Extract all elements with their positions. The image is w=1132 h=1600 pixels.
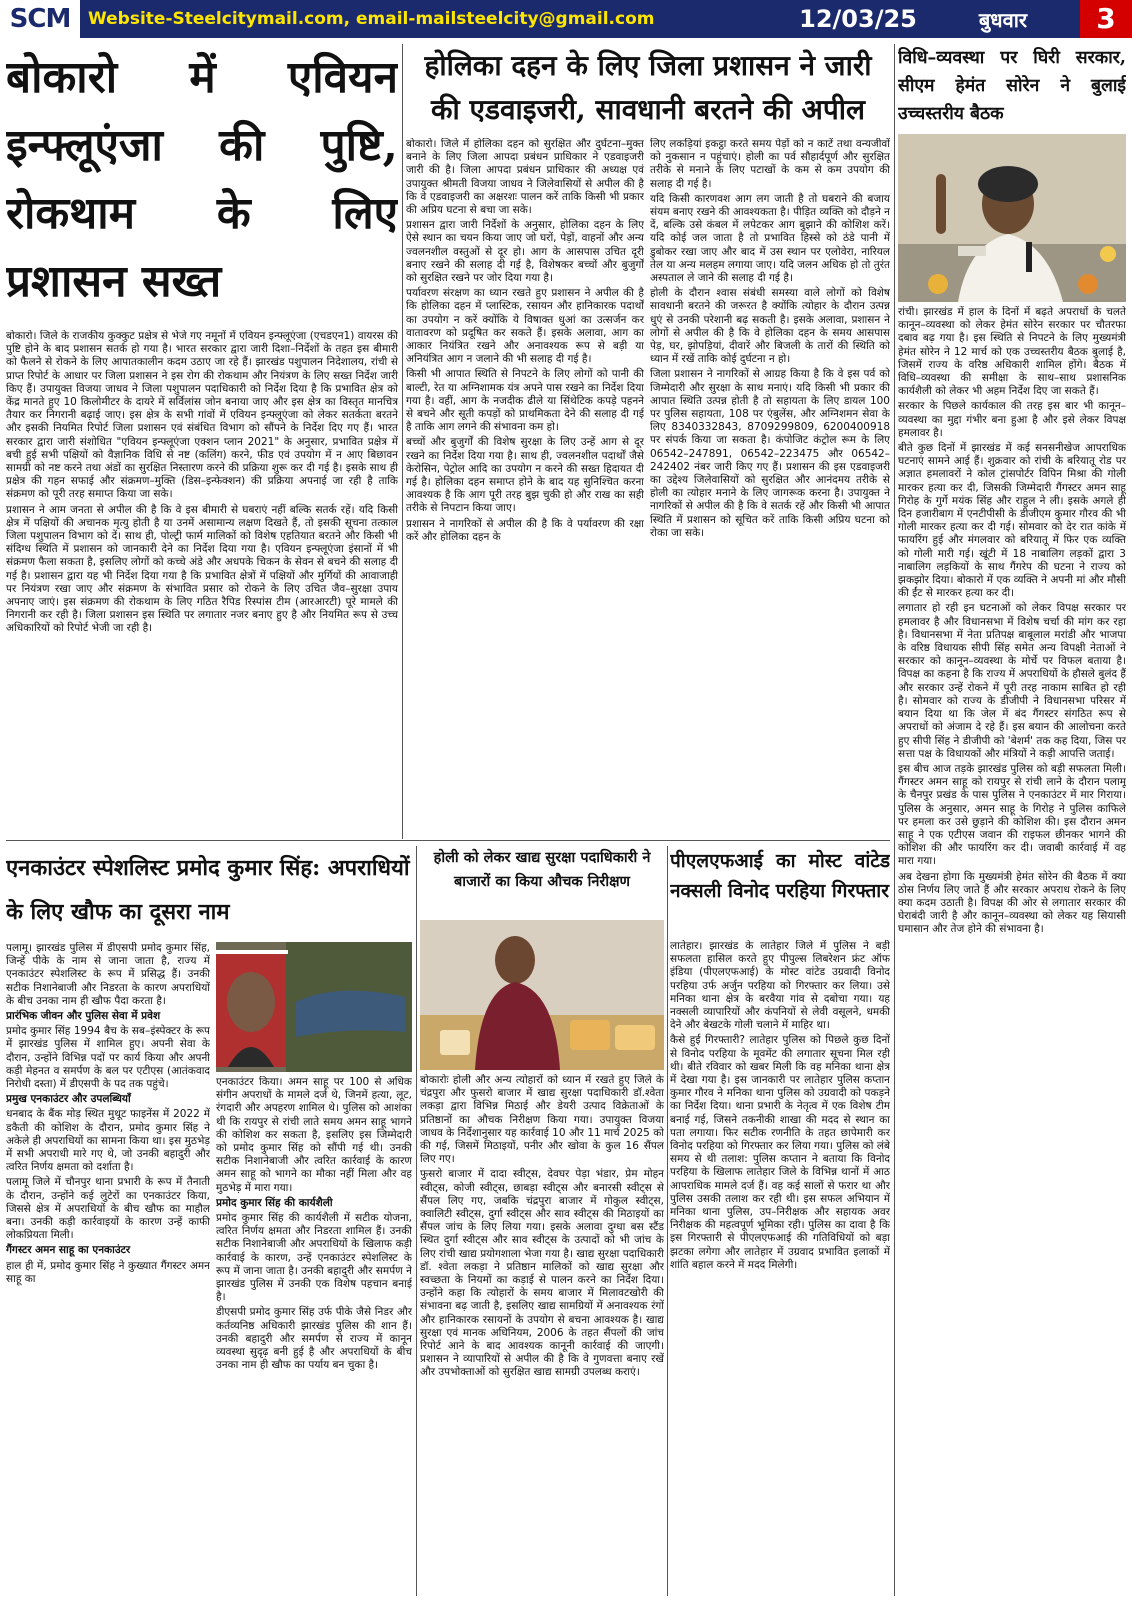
column-rule bbox=[667, 846, 668, 1596]
holika-headline: होलिका दहन के लिए जिला प्रशासन ने जारी की एडवाइजरी, सावधानी बरतने की अपील bbox=[424, 49, 872, 126]
issue-date: 12/03/25 bbox=[799, 5, 917, 33]
holika-paragraph: होली के दौरान श्वास संबंधी समस्या वाले लोगों को विशेष सावधानी बरतने की जरूरत है क्योंकि त्योहार के दौरान उत्पन्न धुएं से उनकी परेशानी बढ़ सकती है। इसके अलावा, प्रशासन ने लोगों से अपील की है कि वे होलिका दहन के समय आसपास पेड़, घर, झोपड़ियां, दीवारें और बिजली के तारों की स्थिति को ध्यान में रखें ताकि कोई दुर्घटना न हो। bbox=[650, 287, 890, 366]
column-rule bbox=[894, 44, 895, 1596]
food-paragraph: फुसरो बाजार में दादा स्वीट्स, देवघर पेड़ा भंडार, प्रेम मोहन स्वीट्स, कोजी स्वीट्स, छाबड़ा स्वीट्स और बनारसी स्वीट्स से सैंपल लिए गए, जबकि चंद्रपुरा बाजार में गोकुल स्वीट्स, क्वालिटी स्वीट्स, दुर्गा स्वीट्स और साव स्वीट्स की मिठाइयों का सैंपल जांच के लिए लिया गया। इसके अलावा दुग्धा बस स्टैंड स्थित दुर्गा स्वीट्स और साव स्वीट्स के उत्पादों को भी जांच के लिए रांची खाद्य प्रयोगशाला भेजा गया है। खाद्य सुरक्षा पदाधिकारी डॉ. श्वेता लकड़ा ने प्रतिष्ठान मालिकों को खाद्य सुरक्षा और स्वच्छता के नियमों का कड़ाई से पालन करने का निर्देश दिया। उन्होंने कहा कि त्योहारों के समय बाजार में मिलावटखोरी की संभावना बढ़ जाती है, इसलिए खाद्य सामग्रियों में अनावश्यक रंगों और हानिकारक रसायनों के उपयोग से बचना आवश्यक है। खाद्य सुरक्षा एवं मानक अधिनियम, 2006 के तहत सैंपलों की जांच रिपोर्ट आने के बाद आवश्यक कानूनी कार्रवाई की जाएगी। प्रशासन ने व्यापारियों से अपील की है कि वे गुणवत्ता बनाए रखें और उपभोक्ताओं को सुरक्षित खाद्य सामग्री उपलब्ध कराएं। bbox=[420, 1168, 664, 1379]
cm-headline: विधि–व्यवस्था पर घिरी सरकार, सीएम हेमंत सोरेन ने बुलाई उच्चस्तरीय बैठक bbox=[898, 48, 1126, 124]
encounter-paragraph: प्रमोद कुमार सिंह की कार्यशैली में सटीक योजना, त्वरित निर्णय क्षमता और निडरता शामिल हैं। उनकी सटीक निशानेबाजी और अपराधियों के खिलाफ कड़ी कार्रवाई के कारण, उन्हें एनकाउंटर स्पेशलिस्ट के रूप में जाना जाता है। उनकी बहादुरी और समर्पण ने झारखंड पुलिस में उनकी एक विशेष पहचान बनाई है। bbox=[216, 1212, 412, 1304]
cm-body bbox=[898, 306, 1126, 1598]
holika-paragraph: बोकारो। जिले में होलिका दहन को सुरक्षित और दुर्घटना–मुक्त बनाने के लिए जिला आपदा प्रबंधन प्राधिकार ने एडवाइजरी जारी की है। जिला आपदा प्रबंधन प्राधिकार की अध्यक्ष एवं उपायुक्त श्रीमती विजया जाधव ने जिलेवासियों से अपील की है कि वे एडवाइजरी का अक्षरशः पालन करें ताकि किसी भी प्रकार की अप्रिय घटना से बचा जा सके। bbox=[406, 138, 644, 217]
naxal-paragraph: लातेहार। झारखंड के लातेहार जिले में पुलिस ने बड़ी सफलता हासिल करते हुए पीपुल्स लिबरेशन फ्रंट ऑफ इंडिया (पीएलएफआई) के मोस्ट वांटेड उग्रवादी विनोद परहिया उर्फ अर्जुन परहिया को गिरफ्तार कर लिया। उसे मनिका थाना क्षेत्र के बरवैया गांव से दबोचा गया। यह नक्सली व्यापारियों और कंपनियों से लेवी वसूलने, धमकी देने और बेखटके गोली चलाने में माहिर था। bbox=[670, 940, 890, 1032]
food-paragraph: बोकारोः होली और अन्य त्योहारों को ध्यान में रखते हुए जिले के चंद्रपुरा और फुसरो बाजार में खाद्य सुरक्षा पदाधिकारी डॉ.श्वेता लकड़ा द्वारा विभिन्न मिठाई और डेयरी उत्पाद विक्रेताओं के प्रतिष्ठानों का औचक निरीक्षण किया गया। उपायुक्त विजया जाधव के निर्देशानुसार यह कार्रवाई 10 और 11 मार्च 2025 को की गई, जिसमें मिठाइयों, पनीर और खोवा के कुल 16 सैंपल लिए गए। bbox=[420, 1074, 664, 1166]
encounter-photo-figure bbox=[216, 942, 412, 1072]
encounter-paragraph: धनबाद के बैंक मोड़ स्थित मुथूट फाइनेंस में 2022 में डकैती की कोशिश के दौरान, प्रमोद कुमार सिंह ने अकेले ही अपराधियों का सामना किया था। इस मुठभेड़ में सभी अपराधी मारे गए थे, जो उनकी बहादुरी और त्वरित निर्णय क्षमता को दर्शाता है। bbox=[6, 1108, 210, 1174]
encounter-body-col1 bbox=[6, 942, 210, 1596]
encounter-subhead: गैंगस्टर अमन साहू का एनकाउंटर bbox=[6, 1244, 131, 1257]
avian-paragraph: बोकारो। जिले के राजकीय कुक्कुट प्रक्षेत्र से भेजे गए नमूनों में एवियन इन्फ्लूएंजा (एचडएन1) वायरस की पुष्टि होने के बाद प्रशासन सतर्क हो गया है। भारत सरकार द्वारा जारी दिशा–निर्देशों के तहत इस बीमारी को फैलने से रोकने के लिए आपातकालीन कदम उठाए जा रहे हैं। झारखंड पशुपालन निदेशालय, रांची से प्राप्त रिपोर्ट के आधार पर जिला प्रशासन ने इस रोग की रोकथाम और नियंत्रण के लिए सख्त निर्देश जारी किए हैं। उपायुक्त विजया जाधव ने जिला पशुपालन पदाधिकारी को निर्देश दिया है कि प्रभावित क्षेत्र को केंद्र मानते हुए 10 किलोमीटर के दायरे में सर्विलांस जोन बनाया जाए और इस क्षेत्र का विस्तृत मानचित्र तैयार कर निगरानी बढ़ाई जाए। इस क्षेत्र के सभी गांवों में एवियन इन्फ्लूएंजा को लेकर सतर्कता बरतने और इसकी नियमित रिपोर्ट जिला प्रशासन एवं संबंधित विभाग को सौंपने के निर्देश दिए गए हैं। भारत सरकार द्वारा जारी संशोधित "एवियन इन्फ्लूएंजा एक्शन प्लान 2021" के अनुसार, प्रभावित प्रक्षेत्र में बची हुई सभी पक्षियों को वैज्ञानिक विधि से नष्ट (कलिंग) करने, फीड एवं उपयोग में न आए बिछावन सामग्री को नष्ट करने तथा अंडों का सुरक्षित निस्तारण करने की प्रक्रिया शुरू कर दी गई है। इसके साथ ही प्रक्षेत्र की गहन सफाई और संक्रमण–मुक्ति (डिस–इन्फेक्शन) की प्रक्रिया अपनाई जा रही है ताकि संक्रमण को पूरी तरह समाप्त किया जा सके। bbox=[6, 330, 398, 501]
holika-paragraph: किसी भी आपात स्थिति से निपटने के लिए लोगों को पानी की बाल्टी, रेत या अग्निशामक यंत्र अपने पास रखने का निर्देश दिया गया है। वहीं, आग के नजदीक ढीले या सिंथेटिक कपड़े पहनने से बचने और सूती कपड़ों को प्राथमिकता देने की सलाह दी गई है ताकि आग लगने की संभावना कम हो। bbox=[406, 368, 644, 434]
encounter-paragraph: एनकाउंटर किया। अमन साहू पर 100 से अधिक संगीन अपराधों के मामले दर्ज थे, जिनमें हत्या, लूट, रंगदारी और अपहरण शामिल थे। पुलिस को आशंका थी कि रायपुर से रांची लाते समय अमन साहू भागने की कोशिश कर सकता है, इसलिए इस जिम्मेदारी को प्रमोद कुमार सिंह को सौंपी गई थी। उनकी सटीक निशानेबाजी और त्वरित कार्रवाई के कारण अमन साहू को भागने का मौका नहीं मिला और वह मुठभेड़ में मारा गया। bbox=[216, 1076, 412, 1194]
holika-paragraph: पर्यावरण संरक्षण का ध्यान रखते हुए प्रशासन ने अपील की है कि होलिका दहन में प्लास्टिक, रसायन और हानिकारक पदार्थों का उपयोग न करें क्योंकि ये विषाक्त धुआं का उत्सर्जन कर वातावरण को प्रदूषित कर सकते हैं। इसके अलावा, आग का आकार नियंत्रित रखने और अनावश्यक रूप से बड़ी या अनियंत्रित आग न जलाने की भी सलाह दी गई है। bbox=[406, 287, 644, 366]
cm-paragraph: लगातार हो रही इन घटनाओं को लेकर विपक्ष सरकार पर हमलावर है और विधानसभा में विशेष चर्चा की मांग कर रहा है। विधानसभा में नेता प्रतिपक्ष बाबूलाल मरांडी और भाजपा के वरिष्ठ विधायक सीपी सिंह समेत अन्य विपक्षी नेताओं ने सरकार को कानून–व्यवस्था के मोर्चे पर विफल बताया है। विपक्ष का कहना है कि राज्य में अपराधियों के हौसले बुलंद हैं और सरकार उन्हें रोकने में पूरी तरह नाकाम साबित हो रही है। सोमवार को राज्य के डीजीपी ने विधानसभा परिसर में बयान दिया था कि जेल में बंद गैंगस्टर संगठित रूप से अपराधों को अंजाम दे रहे हैं। इस बयान की आलोचना करते हुए सीपी सिंह ने डीजीपी को 'बेशर्म' तक कह दिया, जिस पर सत्ता पक्ष के विधायकों और मंत्रियों ने कड़ी आपत्ति जताई। bbox=[898, 602, 1126, 760]
holika-body-col1 bbox=[406, 138, 644, 838]
cm-paragraph: सरकार के पिछले कार्यकाल की तरह इस बार भी कानून–व्यवस्था का मुद्दा गंभीर बना हुआ है और इसे लेकर विपक्ष हमलावर है। bbox=[898, 400, 1126, 439]
naxal-body bbox=[670, 940, 890, 1596]
food-headline: होली को लेकर खाद्य सुरक्षा पदाधिकारी ने बाजारों का किया औचक निरीक्षण bbox=[433, 849, 651, 890]
food-body bbox=[420, 1074, 664, 1596]
holika-headline-box bbox=[406, 44, 890, 136]
food-photo-figure bbox=[420, 920, 664, 1070]
naxal-headline-box bbox=[670, 846, 890, 938]
avian-headline-box bbox=[6, 44, 398, 326]
food-headline-box bbox=[420, 846, 664, 918]
holika-paragraph: जिला प्रशासन ने नागरिकों से आग्रह किया है कि वे इस पर्व को जिम्मेदारी और सुरक्षा के साथ मनाएं। यदि किसी भी प्रकार की आपात स्थिति उत्पन्न होती है तो सहायता के लिए डायल 100 पर पुलिस सहायता, 108 पर एंबुलेंस, और अग्निशमन सेवा के लिए 8340332843, 8709299809, 6200400918 पर संपर्क किया जा सकता है। कंपोजिट कंट्रोल रूम के लिए 06542–247891, 06542–223475 और 06542–242402 नंबर जारी किए गए हैं। प्रशासन की इस एडवाइजरी का उद्देश्य जिलेवासियों को सुरक्षित और आनंदमय तरीके से होली का त्योहार मनाने के लिए जागरूक करना है। उपायुक्त ने नागरिकों से अपील की है कि वे सतर्क रहें और किसी भी आपात स्थिति में प्रशासन को सूचित करें ताकि किसी अप्रिय घटना को रोका जा सके। bbox=[650, 368, 890, 539]
encounter-paragraph: डीएसपी प्रमोद कुमार सिंह उर्फ पीके जैसे निडर और कर्तव्यनिष्ठ अधिकारी झारखंड पुलिस की शान हैं। उनकी बहादुरी और समर्पण से राज्य में कानून व्यवस्था सुदृढ़ बनी हुई है और अपराधियों के बीच उनका नाम ही खौफ का पर्याय बन चुका है। bbox=[216, 1306, 412, 1372]
avian-paragraph: प्रशासन ने आम जनता से अपील की है कि वे इस बीमारी से घबराएं नहीं बल्कि सतर्क रहें। यदि किसी क्षेत्र में पक्षियों की अचानक मृत्यु होती है या उनमें असामान्य लक्षण दिखते हैं, तो इसकी सूचना तत्काल जिला पशुपालन विभाग को दें। साथ ही, पोल्ट्री फार्म मालिकों को विशेष एहतियात बरतने और किसी भी संदिग्ध स्थिति में प्रशासन को जानकारी देने का निर्देश दिया गया है। एवियन इन्फ्लूएंजा इंसानों में भी संक्रमण फैला सकता है, इसलिए लोगों को कच्चे अंडे और अधपके चिकन के सेवन से बचने की सलाह दी गई है। प्रशासन द्वारा यह भी निर्देश दिया गया है कि प्रभावित क्षेत्रों में पक्षियों और मुर्गियों की आवाजाही पर नियंत्रण रखा जाए और संक्रमण के संभावित प्रसार को रोकने के लिए उचित जैव–सुरक्षा उपाय अपनाए जाएं। इस संक्रमण की रोकथाम के लिए गठित रैपिड रिस्पांस टीम (आरआरटी) पूरे मामले की निगरानी कर रही है। जिला प्रशासन इस स्थिति पर लगातार नजर बनाए हुए है और नियमित रूप से उच्च अधिकारियों को रिपोर्ट भेजी जा रही है। bbox=[6, 503, 398, 635]
encounter-photo bbox=[216, 942, 412, 1072]
encounter-paragraph: पलामू। झारखंड पुलिस में डीएसपी प्रमोद कुमार सिंह, जिन्हें पीके के नाम से जाना जाता है, राज्य में एनकाउंटर स्पेशलिस्ट के रूप में प्रसिद्ध हैं। उनकी सटीक निशानेबाजी और निडरता के कारण अपराधियों के बीच उनका नाम ही खौफ पैदा करता है। bbox=[6, 942, 210, 1007]
cm-paragraph: इस बीच आज तड़के झारखंड पुलिस को बड़ी सफलता मिली। गैंगस्टर अमन साहू को रायपुर से रांची लाने के दौरान पलामू के चैनपुर प्रखंड के पास पुलिस ने एनकाउंटर में मार गिराया। पुलिस के अनुसार, अमन साहू के गिरोह ने पुलिस काफिले पर हमला कर उसे छुड़ाने की कोशिश की। इस दौरान अमन साहू ने एक एटीएस जवान की राइफल छीनकर भागने की कोशिश की और फायरिंग कर दी। जवाबी कार्रवाई में वह मारा गया। bbox=[898, 762, 1126, 868]
publication-logo: SCM bbox=[0, 0, 80, 38]
holika-paragraph: प्रशासन ने नागरिकों से अपील की है कि वे पर्यावरण की रक्षा करें और होलिका दहन के bbox=[406, 517, 644, 543]
encounter-body-col2 bbox=[216, 1076, 412, 1596]
page-number: 3 bbox=[1080, 0, 1132, 38]
encounter-paragraph: पलामू जिले में चौनपुर थाना प्रभारी के रूप में तैनाती के दौरान, उन्होंने कई लुटेरों का एनकाउंटर किया, जिससे क्षेत्र में अपराधियों के बीच खौफ का माहौल बना। उनकी कड़ी कार्रवाइयों के कारण उन्हें काफी लोकप्रियता मिली। bbox=[6, 1176, 210, 1242]
avian-body bbox=[6, 330, 398, 835]
avian-headline: बोकारो में एवियन इन्फ्लूएंजा की पुष्टि, रोकथाम के लिए प्रशासन सख्त bbox=[6, 52, 398, 307]
holika-paragraph: प्रशासन द्वारा जारी निर्देशों के अनुसार, होलिका दहन के लिए ऐसे स्थान का चयन किया जाए जो घरों, पेड़ों, वाहनों और अन्य ज्वलनशील वस्तुओं से दूर हो। आग के आसपास उचित दूरी बनाए रखने की सलाह दी गई है, विशेषकर बच्चों और बुजुर्गों को सुरक्षित रखने पर जोर दिया गया है। bbox=[406, 219, 644, 285]
cm-photo-figure bbox=[898, 134, 1126, 302]
cm-paragraph: बीते कुछ दिनों में झारखंड में कई सनसनीखेज आपराधिक घटनाएं सामने आई हैं। शुक्रवार को रांची के बरियातू रोड पर अज्ञात हमलावरों ने कोल ट्रांसपोर्टर विपिन मिश्रा की गोली मारकर हत्या कर दी, जिसकी जिम्मेदारी गैंगस्टर अमन साहू गिरोह के गुर्गे मयंक सिंह और राहुल ने ली। इसके अगले ही दिन हजारीबाग में एनटीपीसी के डीजीएम कुमार गौरव की भी गोली मारकर हत्या कर दी गई। सोमवार को देर रात कांके में फायरिंग हुई और मंगलवार को बरियातू में फिर एक व्यक्ति को गोली मारी गई। खूंटी में 18 नाबालिग लड़कों द्वारा 3 नाबालिग लड़कियों के साथ गैंगरेप की घटना ने राज्य को झकझोर दिया। बोकारो में एक व्यक्ति ने अपनी मां और मौसी की ईंट से मारकर हत्या कर दी। bbox=[898, 442, 1126, 600]
cm-paragraph: रांची। झारखंड में हाल के दिनों में बढ़ते अपराधों के चलते कानून–व्यवस्था को लेकर हेमंत सोरेन सरकार पर चौतरफा दबाव बढ़ गया है। इस स्थिति से निपटने के लिए मुख्यमंत्री हेमंत सोरेन ने 12 मार्च को एक उच्चस्तरीय बैठक बुलाई है, जिसमें राज्य के वरिष्ठ अधिकारी शामिल होंगे। बैठक में विधि–व्यवस्था की समीक्षा के साथ–साथ प्रशासनिक कार्यशैली को लेकर भी अहम निर्देश दिए जा सकते हैं। bbox=[898, 306, 1126, 398]
cm-headline-box bbox=[898, 44, 1126, 132]
masthead bbox=[0, 0, 1132, 38]
encounter-paragraph: प्रमोद कुमार सिंह 1994 बैच के सब–इंस्पेक्टर के रूप में झारखंड पुलिस में शामिल हुए। अपनी सेवा के दौरान, उन्होंने विभिन्न पदों पर कार्य किया और अपनी कड़ी मेहनत व समर्पण के बल पर एटीएस (आतंकवाद निरोधी दस्ता) में डीएसपी के पद तक पहुंचे। bbox=[6, 1025, 210, 1091]
naxal-paragraph: कैसे हुई गिरफ्तारी? लातेहार पुलिस को पिछले कुछ दिनों से विनोद परहिया के मूवमेंट की लगातार सूचना मिल रही थी। बीते रविवार को खबर मिली कि वह मनिका थाना क्षेत्र में देखा गया है। इस जानकारी पर लातेहार पुलिस कप्तान कुमार गौरव ने मनिका थाना पुलिस को उग्रवादी को पकड़ने का निर्देश दिया। थाना प्रभारी के नेतृत्व में एक विशेष टीम बनाई गई, जिसने तकनीकी शाखा की मदद से स्थान का पता लगाया। फिर सटीक रणनीति के तहत छापेमारी कर विनोद परहिया को गिरफ्तार कर लिया गया। पुलिस को लंबे समय से थी तलाश: पुलिस कप्तान ने बताया कि विनोद परहिया के खिलाफ लातेहार जिले के विभिन्न थानों में आठ आपराधिक मामले दर्ज हैं। वह कई सालों से फरार था और पुलिस उसकी तलाश कर रही थी। इस सफल अभियान में मनिका थाना पुलिस, उप–निरीक्षक और सहायक अवर निरीक्षक की महत्वपूर्ण भूमिका रही। पुलिस का दावा है कि इस गिरफ्तारी से पीएलएफआई की गतिविधियों को बड़ा झटका लगेगा और लातेहार में उग्रवाद प्रभावित इलाकों में शांति बहाल करने में मदद मिलेगी। bbox=[670, 1034, 890, 1271]
cm-photo bbox=[898, 134, 1126, 302]
holika-paragraph: बच्चों और बुजुर्गों की विशेष सुरक्षा के लिए उन्हें आग से दूर रखने का निर्देश दिया गया है। साथ ही, ज्वलनशील पदार्थों जैसे केरोसिन, पेट्रोल आदि का उपयोग न करने की सख्त हिदायत दी गई है। होलिका दहन समाप्त होने के बाद यह सुनिश्चित करना आवश्यक है कि आग पूरी तरह बुझ चुकी हो और राख का सही तरीके से निपटान किया जाए। bbox=[406, 436, 644, 515]
encounter-headline: एनकाउंटर स्पेशलिस्ट प्रमोद कुमार सिंह: अपराधियों के लिए खौफ का दूसरा नाम bbox=[6, 855, 410, 925]
issue-day: बुधवार bbox=[978, 7, 1028, 32]
encounter-subhead: प्रमोद कुमार सिंह की कार्यशैली bbox=[216, 1196, 333, 1209]
holika-paragraph: यदि किसी कारणवश आग लग जाती है तो घबराने की बजाय संयम बनाए रखने की आवश्यकता है। पीड़ित व्यक्ति को दौड़ने न दें, बल्कि उसे कंबल में लपेटकर आग बुझाने की कोशिश करें। यदि कोई जल जाता है तो प्रभावित हिस्से को ठंडे पानी में डुबोकर रखा जाए और बाद में उस स्थान पर एलोवेरा, नारियल तेल या अन्य मलहम लगाया जाए। यदि जलन अधिक हो तो तुरंत अस्पताल ले जाने की सलाह दी गई है। bbox=[650, 192, 890, 285]
encounter-headline-box bbox=[6, 846, 414, 938]
cm-paragraph: अब देखना होगा कि मुख्यमंत्री हेमंत सोरेन की बैठक में क्या ठोस निर्णय लिए जाते हैं और सरकार अपराध रोकने के लिए क्या कदम उठाती है। विपक्ष की ओर से लगातार सरकार की घेराबंदी जारी है और कानून–व्यवस्था को लेकर यह सियासी घमासान और तेज होने की संभावना है। bbox=[898, 870, 1126, 936]
encounter-paragraph: हाल ही में, प्रमोद कुमार सिंह ने कुख्यात गैंगस्टर अमन साहू का bbox=[6, 1259, 210, 1285]
holika-body-col2 bbox=[650, 138, 890, 838]
naxal-headline: पीएलएफआई का मोस्ट वांटेड नक्सली विनोद परहिया गिरफ्तार bbox=[670, 850, 890, 902]
holika-paragraph: लिए लकड़ियां इकट्ठा करते समय पेड़ों को न काटें तथा वन्यजीवों को नुकसान न पहुंचाएं। होली का पर्व सौहार्दपूर्ण और सुरक्षित तरीके से मनाने के लिए पटाखों के कम से कम उपयोग की सलाह दी गई है। bbox=[650, 138, 890, 190]
encounter-subhead: प्रारंभिक जीवन और पुलिस सेवा में प्रवेश bbox=[6, 1010, 161, 1023]
contact-line: Website-Steelcitymail.com, email-mailsteelcity@gmail.com bbox=[88, 9, 655, 29]
food-photo bbox=[420, 920, 664, 1070]
column-rule bbox=[416, 846, 417, 1596]
encounter-subhead: प्रमुख एनकाउंटर और उपलब्धियाँ bbox=[6, 1093, 131, 1106]
column-rule bbox=[402, 44, 403, 839]
section-rule bbox=[6, 840, 890, 841]
